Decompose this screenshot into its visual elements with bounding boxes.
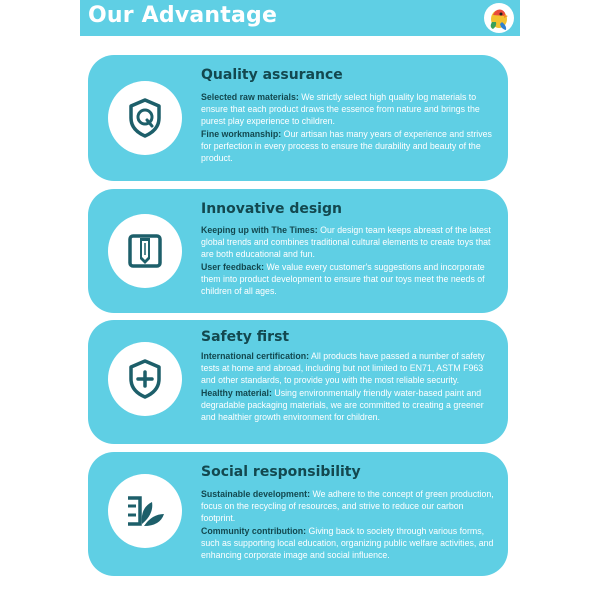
item-label: User feedback:	[201, 261, 265, 272]
parrot-logo-icon	[484, 3, 514, 33]
card-icon-circle	[108, 81, 182, 155]
section-item	[201, 387, 497, 424]
header-banner	[80, 0, 520, 36]
item-text: Our artisan has many years of experience and strives for perfection in every process to ensure the durability and beauty of the product.	[201, 128, 492, 164]
section-item	[201, 525, 497, 562]
leaf-eco-icon	[122, 488, 168, 534]
section-title: Social responsibility	[201, 464, 361, 480]
card-icon-circle	[108, 474, 182, 548]
design-pencil-icon	[123, 229, 167, 273]
section-title: Innovative design	[201, 201, 342, 217]
section-item	[201, 350, 497, 387]
item-text: Our design team keeps abreast of the latest global trends and combines traditional cultural elements to create toys that are both educational and fun.	[201, 225, 491, 260]
card-social-responsibility	[88, 452, 508, 576]
card-innovative-design	[88, 189, 508, 313]
section-body	[201, 224, 497, 297]
item-text: We strictly select high quality log materials to ensure that each product draws the essence from nature and brings the purest play experience to children.	[201, 92, 480, 127]
page-title: Our Advantage	[88, 3, 278, 28]
section-item	[201, 261, 497, 298]
item-text: Using environmentally friendly water-based paint and degradable packaging materials, we are committed to creating a greener and healthier growth environment for children.	[201, 387, 484, 423]
item-label: International certification:	[201, 351, 310, 361]
section-item	[201, 488, 497, 525]
section-body	[201, 91, 497, 164]
item-label: Sustainable development:	[201, 489, 311, 499]
card-icon-circle	[108, 342, 182, 416]
section-title: Safety first	[201, 329, 290, 345]
section-body	[201, 488, 497, 561]
shield-q-icon	[123, 96, 167, 140]
shield-plus-icon	[123, 357, 167, 401]
item-label: Fine workmanship:	[201, 128, 282, 139]
section-item	[201, 224, 497, 261]
section-item	[201, 91, 497, 128]
item-text: Giving back to society through various forms, such as supporting local education, organizing public welfare activities, and enhancing corporate image and social influence.	[201, 525, 494, 561]
section-title: Quality assurance	[201, 67, 343, 83]
item-label: Community contribution:	[201, 525, 307, 536]
section-body	[201, 350, 497, 423]
section-item	[201, 128, 497, 165]
card-quality-assurance	[88, 55, 508, 181]
item-label: Healthy material:	[201, 387, 272, 398]
item-text: We value every customer's suggestions and incorporate them into product development to ensure that our toys meet the needs of children of all ages.	[201, 261, 485, 297]
card-safety-first	[88, 320, 508, 444]
card-icon-circle	[108, 214, 182, 288]
item-label: Keeping up with The Times:	[201, 225, 318, 235]
item-text: We adhere to the concept of green production, focus on the recycling of resources, and strive to reduce our carbon footprint.	[201, 489, 494, 524]
item-text: All products have passed a number of safety tests at home and abroad, including but not limited to EN71, ASTM F963 and other standards, to provide you with the most reliable security.	[201, 351, 485, 386]
item-label: Selected raw materials:	[201, 92, 299, 102]
